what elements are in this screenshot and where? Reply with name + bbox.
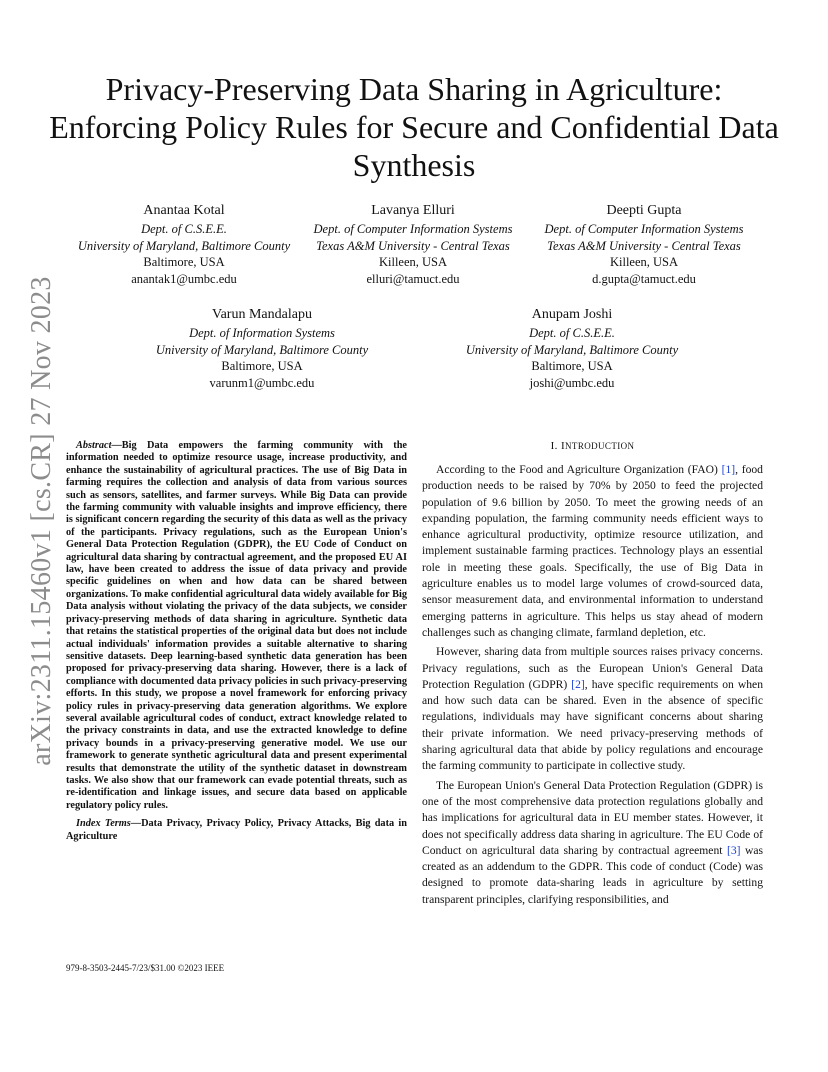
index-terms-label: Index Terms [76, 818, 131, 830]
author-name: Varun Mandalapu [212, 307, 312, 322]
author-block [300, 202, 526, 287]
section-title-first: I [560, 440, 566, 452]
author-email: anantak1@umbc.edu [131, 271, 237, 286]
author-dept: Dept. of C.S.E.E. [529, 326, 615, 340]
introduction-body [422, 462, 763, 911]
copyright-notice: 979-8-3503-2445-7/23/$31.00 ©2023 IEEE [66, 963, 225, 973]
arxiv-identifier-text: arXiv:2311.15460v1 [cs.CR] 27 Nov 2023 [26, 276, 57, 766]
section-title-rest: NTRODUCTION [565, 441, 635, 451]
author-affiliation: Texas A&M University - Central Texas [316, 238, 510, 253]
author-name: Anupam Joshi [531, 307, 613, 322]
index-terms: Index Terms—Data Privacy, Privacy Policy, Privacy Attacks, Big data in Agriculture [66, 818, 407, 842]
author-email: joshi@umbc.edu [529, 375, 615, 390]
index-terms-text: Data Privacy, Privacy Policy, Privacy Attacks, Big data in Agriculture [66, 818, 407, 842]
author-name: Anantaa Kotal [143, 203, 225, 218]
abstract-text: Big Data empowers the farming community with the information needed to optimize resource usage, increase productivity, and enhance the sustainability of agricultural practices. The use of Big Data in farming requires the collection and analysis of data from various sources such as sensors, satellites, and farmer surveys. While Big Data can provide the farming community with valuable insights and improve efficiency, there is significant concern regarding the security of this data as well as the privacy of the participants. Privacy regulations, such as the European Union's General Data Protection Regulation (GDPR), the EU Code of Conduct on agricultural data sharing by contractual agreement, and the proposed EU AI law, have been created to address the issue of data privacy and provide specific guidelines on when and how data can be shared between organizations. To make confidential agricultural data widely available for Big Data analysis without violating the privacy of the data subjects, we consider privacy-preserving methods of data sharing in agriculture. Synthetic data that retains the statistical properties of the original data but does not include actual individuals' information provides a suitable alternative to sharing sensitive datasets. Deep learning-based synthetic data generation has been proposed for privacy-preserving data sharing. However, there is a lack of compliance with documented data privacy policies in such privacy-preserving efforts. In this study, we propose a novel framework for enforcing privacy policy rules in privacy-preserving data generation algorithms. We explore several available agricultural codes of conduct, extract knowledge related to the privacy constraints in data, and use the extracted knowledge to define privacy bounds in a privacy-preserving generative model. We use our framework to generate synthetic agricultural data and present experimental results that demonstrate the utility of the synthetic dataset in downstream tasks. We also show that our framework can evade potential threats, such as re-identification and linkage issues, and secure data based on applicable regulatory policy rules. [66, 440, 407, 811]
author-name: Deepti Gupta [606, 203, 682, 218]
intro-paragraph: The European Union's General Data Protection Regulation (GDPR) is one of the most comprehensive data protection regulations globally and has implications for agricultural data in EU member states. However, it does not specifically address data sharing in agriculture. The EU Code of Conduct on agricultural data sharing by contractual agreement [3] was created as an addendum to the GDPR. This code of conduct (Code) was designed to promote data-sharing leads in agriculture by setting transparent principles, clarifying responsibilities, and [422, 778, 763, 906]
section-heading-introduction [422, 440, 763, 452]
author-location: Baltimore, USA [531, 359, 613, 373]
author-location: Killeen, USA [378, 255, 448, 269]
abstract-paragraph: Abstract—Big Data empowers the farming community with the information needed to optimize resource usage, increase productivity, and enhance the sustainability of agricultural practices. The use of Big Data in farming requires the collection and analysis of data from various sources such as sensors, satellites, and farmer surveys. While Big Data can provide the farming community with valuable insights and improve efficiency, there is significant concern regarding the security of this data as well as the privacy of the participants. Privacy regulations, such as the European Union's General Data Protection Regulation (GDPR), the EU Code of Conduct on agricultural data sharing by contractual agreement, and the proposed EU AI law, have been created to address the issue of data privacy and provide specific guidelines on when and how data can be shared between organizations. To make confidential agricultural data widely available for Big Data analysis without violating the privacy of the data subjects, we consider privacy-preserving methods of data sharing in agriculture. Synthetic data that retains the statistical properties of the original data but does not include actual individuals' information provides a suitable alternative to sharing sensitive datasets. Deep learning-based synthetic data generation has been proposed for privacy-preserving data sharing. However, there is a lack of compliance with documented data privacy policies in such privacy-preserving efforts. In this study, we propose a novel framework for enforcing privacy policy rules in privacy-preserving data generation algorithms. We explore several available agricultural codes of conduct, extract knowledge related to the privacy constraints in data, and use the extracted knowledge to define privacy bounds in a privacy-preserving generative model. We use our framework to generate synthetic agricultural data and present experimental results that demonstrate the utility of the synthetic dataset in downstream tasks. We also show that our framework can evade potential threats, such as re-identification and linkage issues, and secure data based on applicable regulatory policy rules. [66, 440, 407, 811]
author-block [66, 202, 302, 287]
author-dept: Dept. of Information Systems [189, 326, 335, 340]
author-affiliation: University of Maryland, Baltimore County [465, 342, 679, 357]
citation-link[interactable]: [2] [571, 677, 585, 691]
author-name: Lavanya Elluri [371, 203, 455, 218]
author-affiliation: Texas A&M University - Central Texas [547, 238, 741, 253]
author-dept: Dept. of Computer Information Systems [313, 222, 513, 236]
abstract-section [66, 440, 407, 843]
author-affiliation: University of Maryland, Baltimore County [155, 342, 369, 357]
paper-title: Privacy-Preserving Data Sharing in Agriculture: Enforcing Policy Rules for Secure and Confidential Data Synthesis [49, 71, 779, 183]
author-email: d.gupta@tamuct.edu [592, 271, 696, 286]
author-dept: Dept. of C.S.E.E. [141, 222, 227, 236]
author-location: Killeen, USA [609, 255, 679, 269]
author-block [530, 202, 758, 287]
section-numeral: I. [550, 440, 558, 452]
intro-paragraph: According to the Food and Agriculture Organization (FAO) [1], food production needs to be raised by 70% by 2050 to feed the projected population of 9.6 billion by 2050. To meet the growing needs of an expanding population, the farming community needs efficient ways to enhance agricultural productivity, optimize resource utilization, and implement sustainable farming practices. Technology plays an essential role in meeting these goals. Specifically, the use of Big Data in agriculture enables us to model large volumes of crowd-sourced data, sensor measurement data, and environmental information to understand emerging patterns in agriculture. This helps us stay ahead of modern challenges such as changing climate, farmland depletion, etc. [422, 463, 763, 639]
arxiv-identifier [22, 276, 62, 766]
author-block [140, 306, 384, 391]
author-block [450, 306, 694, 391]
author-location: Baltimore, USA [143, 255, 225, 269]
author-affiliation: University of Maryland, Baltimore County [77, 238, 291, 253]
abstract-label: Abstract [76, 440, 112, 451]
citation-link[interactable]: [1] [721, 463, 736, 476]
author-email: varunm1@umbc.edu [209, 375, 315, 390]
intro-paragraph: However, sharing data from multiple sources raises privacy concerns. Privacy regulations, such as the European Union's General Data Protection Regulation (GDPR) [2], have specific requirements on when and how such data can be shared. Even in the absence of specific regulations, individuals may have significant concerns about sharing their private information. We need privacy-preserving methods of sharing agricultural data that abide by policy regulations and encourage the farming community to participate in collective study. [422, 645, 763, 773]
author-location: Baltimore, USA [221, 359, 303, 373]
citation-link[interactable]: [3] [726, 843, 741, 857]
author-email: elluri@tamuct.edu [366, 271, 460, 286]
author-dept: Dept. of Computer Information Systems [544, 222, 744, 236]
